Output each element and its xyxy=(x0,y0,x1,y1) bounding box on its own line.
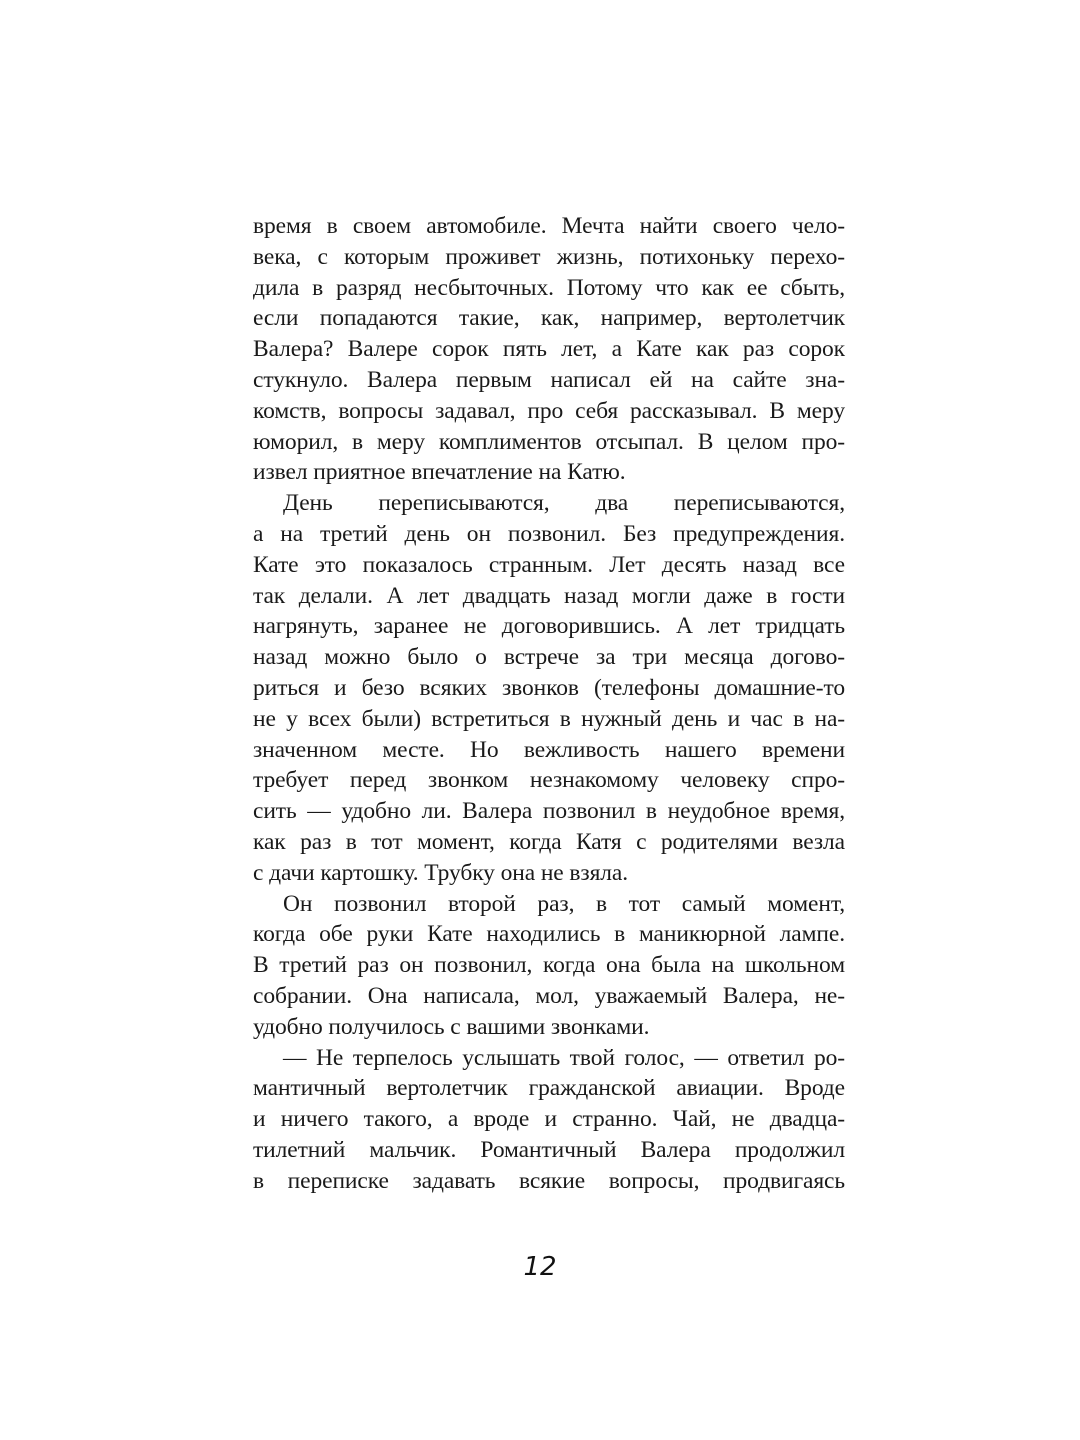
text-line: День переписываются, два переписываются, xyxy=(283,490,845,517)
text-line: — Не терпелось услышать твой голос, — ответил ро- xyxy=(283,1044,845,1071)
text-line: нагрянуть, заранее не договорившись. А лет тридцать xyxy=(253,613,845,640)
text-line: Кате это показалось странным. Лет десять назад все xyxy=(253,551,845,578)
text-line: и ничего такого, а вроде и странно. Чай, не двадца- xyxy=(253,1106,845,1133)
text-line: так делали. А лет двадцать назад могли даже в гости xyxy=(253,582,845,609)
text-line: а на третий день он позвонил. Без предупреждения. xyxy=(253,520,845,547)
text-line: значенном месте. Но вежливость нашего времени xyxy=(253,736,845,763)
text-line: как раз в тот момент, когда Катя с родителями везла xyxy=(253,828,845,855)
text-line: не у всех были) встретиться в нужный день и час в на- xyxy=(253,705,845,732)
text-line: В третий раз он позвонил, когда она была на школьном xyxy=(253,952,845,979)
text-line: когда обе руки Кате находились в маникюрной лампе. xyxy=(253,921,845,948)
text-line: время в своем автомобиле. Мечта найти своего чело- xyxy=(253,213,845,239)
paragraph xyxy=(253,1043,845,1197)
page-body xyxy=(253,211,845,1197)
text-line: с дачи картошку. Трубку она не взяла. xyxy=(253,859,629,886)
page-number: 12 xyxy=(523,1252,557,1282)
text-line: риться и безо всяких звонков (телефоны домашние-то xyxy=(253,674,845,701)
text-line: стукнуло. Валера первым написал ей на сайте зна- xyxy=(253,366,845,393)
text-line: юморил, в меру комплиментов отсыпал. В целом про- xyxy=(253,428,845,455)
text-line: Валера? Валере сорок пять лет, а Кате как раз сорок xyxy=(253,336,845,363)
text-line: сить — удобно ли. Валера позвонил в неудобное время, xyxy=(253,798,845,825)
text-line: если попадаются такие, как, например, вертолетчик xyxy=(253,305,845,332)
text-line: удобно получилось с вашими звонками. xyxy=(253,1013,650,1040)
paragraph xyxy=(253,211,845,488)
text-line: назад можно было о встрече за три месяца догово- xyxy=(253,644,845,671)
text-line: в переписке задавать всякие вопросы, продвигаясь xyxy=(253,1167,845,1194)
text-line: собрании. Она написала, мол, уважаемый Валера, не- xyxy=(253,982,845,1009)
text-line: тилетний мальчик. Романтичный Валера продолжил xyxy=(253,1136,845,1163)
text-line: извел приятное впечатление на Катю. xyxy=(253,459,626,486)
paragraph xyxy=(253,488,845,888)
text-line: дила в разряд несбыточных. Потому что как ее сбыть, xyxy=(253,274,845,301)
text-line: требует перед звонком незнакомому человеку спро- xyxy=(253,767,845,794)
paragraph xyxy=(253,889,845,1043)
text-line: века, с которым проживет жизнь, потихоньку перехо- xyxy=(253,243,845,270)
text-line: Он позвонил второй раз, в тот самый момент, xyxy=(283,890,845,917)
text-line: мантичный вертолетчик гражданской авиации. Вроде xyxy=(253,1075,845,1102)
text-line: комств, вопросы задавал, про себя рассказывал. В меру xyxy=(253,397,845,424)
